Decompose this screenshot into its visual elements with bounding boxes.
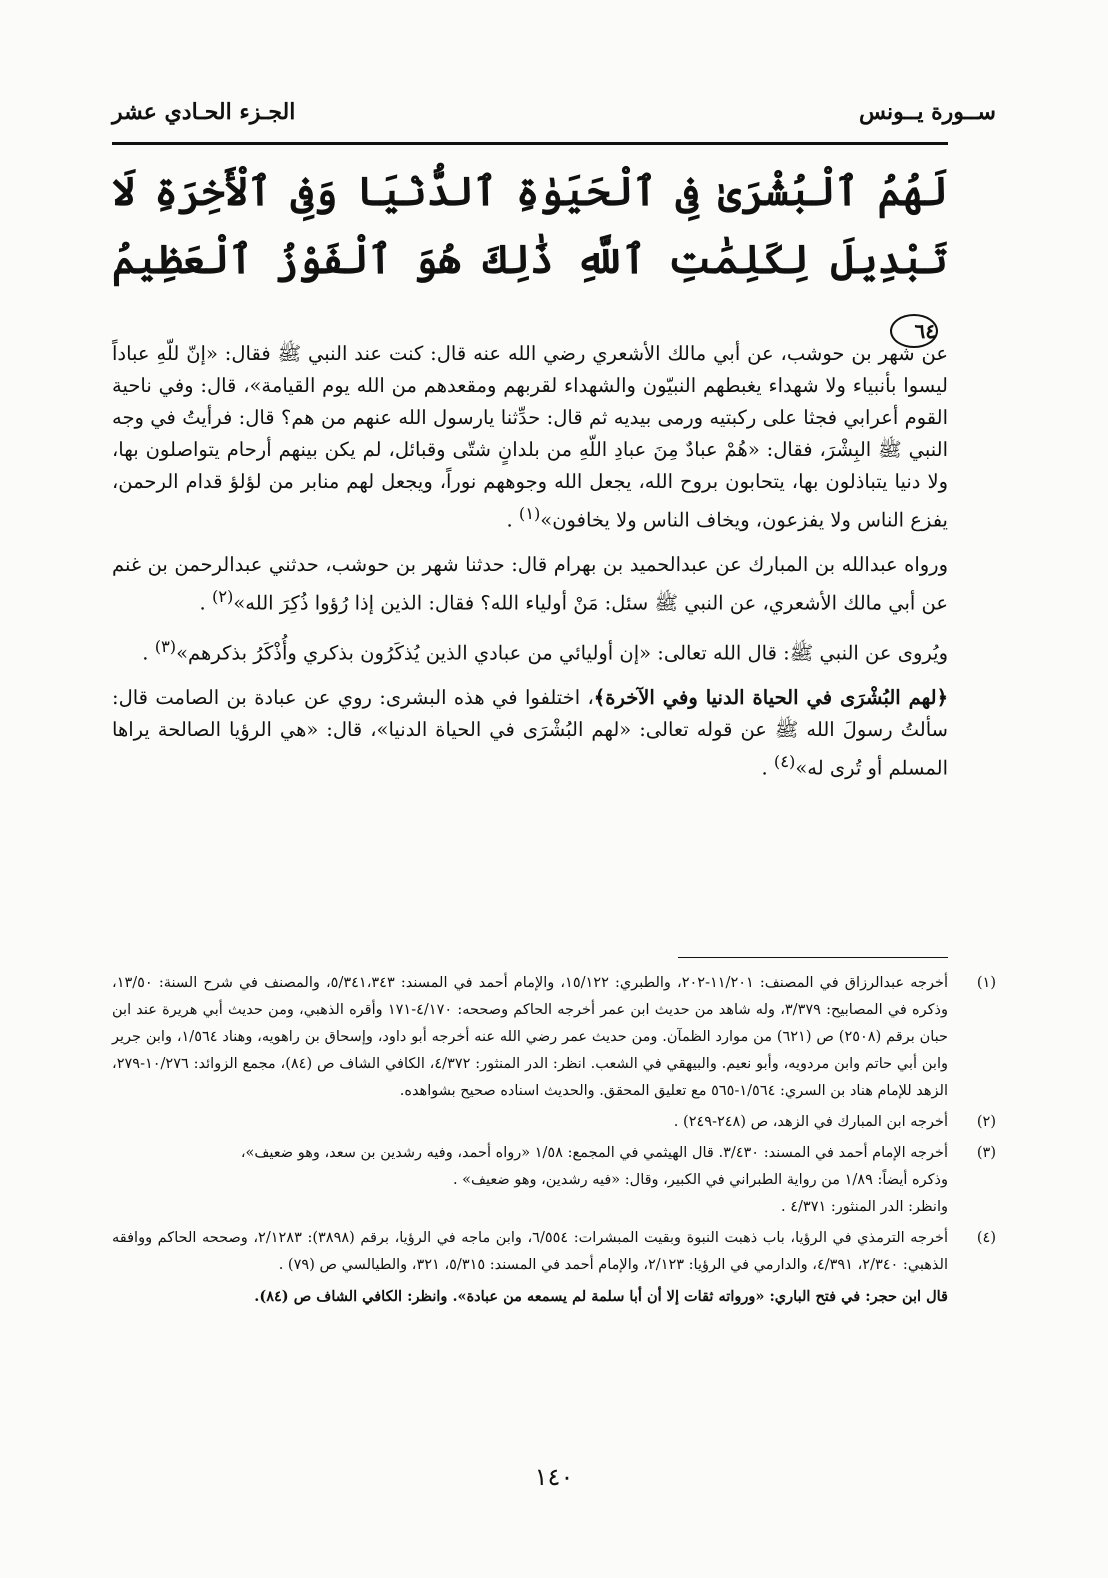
quran-verse	[112, 158, 948, 362]
paragraph-3-text: ويُروى عن النبي ﷺ: قال الله تعالى: «إن أوليائي من عبادي الذين يُذكَرُون بذكري وأُذْكَرُ بذكرهم»	[176, 641, 948, 665]
footnote-line: أخرجه ابن المبارك في الزهد، ص (٢٤٨-٢٤٩) .	[673, 1114, 948, 1130]
paragraph-3: ويُروى عن النبي ﷺ: قال الله تعالى: «إن أوليائي من عبادي الذين يُذكَرُون بذكري وأُذْكَرُ بذكرهم»$^{(٣)}$ .	[142, 637, 948, 665]
footnote-1	[112, 970, 996, 1105]
footnote-number: (١)	[976, 975, 996, 991]
footnote-ref-2: (٢)	[211, 586, 234, 606]
verse-text: لَهُمُ ٱلْبُشْرَىٰ فِى ٱلْحَيَوٰةِ ٱلدُّنْيَا وَفِى ٱلْأَخِرَةِ لَا تَبْدِيلَ لِكَلِمَٰتِ ٱللَّهِ ذَٰلِكَ هُوَ ٱلْفَوْزُ ٱلْعَظِيمُ	[112, 168, 948, 283]
footnote-note: قال ابن حجر: في فتح الباري: «ورواته ثقات إلا أن أبا سلمة لم يسمعه من عبادة». وانظر: الكافي الشاف ص (٨٤).	[254, 1288, 948, 1305]
footnote-line: أخرجه الإمام أحمد في المسند: ٣/٤٣٠. قال الهيثمي في المجمع: ١/٥٨ «رواه أحمد، وفيه رشدين بن سعد، وهو ضعيف»،	[240, 1145, 948, 1161]
verse-quote: ﴿لهم البُشْرَى في الحياة الدنيا وفي الآخرة﴾	[593, 685, 948, 709]
surah-title: ســورة يــونس	[858, 99, 996, 125]
commentary-body	[112, 338, 948, 796]
footnote-line: وانظر: الدر المنثور: ٤/٣٧١ .	[781, 1199, 948, 1215]
footnote-line: وذكره أيضاً: ١/٨٩ من رواية الطبراني في الكبير، وقال: «فيه رشدين، وهو ضعيف» .	[452, 1172, 948, 1188]
running-header	[112, 97, 996, 127]
paragraph-2-text: ورواه عبدالله بن المبارك عن عبدالحميد بن بهرام قال: حدثنا شهر بن حوشب، حدثني عبدالرحمن بن غنم عن أبي مالك الأشعري، عن النبي ﷺ سئل: مَنْ أولياء الله؟ فقال: الذين إذا رُؤوا ذُكِرَ الله»	[112, 552, 948, 614]
paragraph-4: ﴿لهم البُشْرَى في الحياة الدنيا وفي الآخرة﴾، اختلفوا في هذه البشرى: روي عن عبادة بن الصامت قال: سألتُ رسولَ الله ﷺ عن قوله تعالى: «لهم البُشْرَى في الحياة الدنيا»، قال: «هي الرؤيا الصالحة يراها المسلم أو تُرى له»$^{(٤)}$ .	[112, 685, 948, 779]
part-title: الجـزء الحـادي عشر	[112, 99, 296, 125]
footnote-divider	[678, 957, 948, 958]
footnote-3	[112, 1140, 996, 1221]
footnote-ref-1: (١)	[518, 504, 541, 523]
footnote-number: (٤)	[976, 1230, 996, 1246]
paragraph-2: ورواه عبدالله بن المبارك عن عبدالحميد بن بهرام قال: حدثنا شهر بن حوشب، حدثني عبدالرحمن بن غنم عن أبي مالك الأشعري، عن النبي ﷺ سئل: مَنْ أولياء الله؟ فقال: الذين إذا رُؤوا ذُكِرَ الله»$^{(٢)}$ .	[112, 552, 948, 614]
header-divider	[112, 142, 948, 145]
footnote-2	[112, 1109, 996, 1136]
verse-number-badge: ٦٤	[890, 314, 938, 348]
footnote-4	[112, 1225, 996, 1279]
paragraph-1: عن شهر بن حوشب، عن أبي مالك الأشعري رضي الله عنه قال: كنت عند النبي ﷺ فقال: «إنّ للّهِ عباداً ليسوا بأنبياء ولا شهداء يغبطهم النبيّون والشهداء لقربهم ومقعدهم من الله يوم القيامة»، قال: وفي ناحية القوم أعرابي فجثا على ركبتيه ورمى بيديه ثم قال: حدِّثنا يارسول الله عنهم من هم؟ قال: فرأيتُ في وجه النبي ﷺ البِشْرَ، فقال: «هُمْ عبادٌ مِنَ عبادِ اللّهِ من بلدانٍ شتّى وقبائل، لم يكن بينهم أرحام يتواصلون بها، ولا دنيا يتباذلون بها، يتحابون بروح الله، يجعل الله وجوههم نوراً، ويجعل لهم منابر من لؤلؤ قدام الرحمن، يفزع الناس ولا يفزعون، ويخاف الناس ولا يخافون»$^{(١)}$ .	[112, 342, 948, 532]
paragraph-1-text: عن شهر بن حوشب، عن أبي مالك الأشعري رضي الله عنه قال: كنت عند النبي ﷺ فقال: «إنّ للّهِ عباداً ليسوا بأنبياء ولا شهداء يغبطهم النبيّون والشهداء لقربهم ومقعدهم من الله يوم القيامة»، قال: وفي ناحية القوم أعرابي فجثا على ركبتيه ورمى بيديه ثم قال: حدِّثنا يارسول الله عنهم من هم؟ قال: فرأيتُ في وجه النبي ﷺ البِشْرَ، فقال: «هُمْ عبادٌ مِنَ عبادِ اللّهِ من بلدانٍ شتّى وقبائل، لم يكن بينهم أرحام يتواصلون بها، ولا دنيا يتباذلون بها، يتحابون بروح الله، يجعل الله وجوههم نوراً، ويجعل لهم منابر من لؤلؤ قدام الرحمن، يفزع الناس ولا يفزعون، ويخاف الناس ولا يخافون»	[112, 342, 948, 532]
footnote-number: (٢)	[976, 1114, 996, 1130]
paragraph-4-text: ، اختلفوا في هذه البشرى: روي عن عبادة بن الصامت قال: سألتُ رسولَ الله ﷺ عن قوله تعالى: «لهم البُشْرَى في الحياة الدنيا»، قال: «هي الرؤيا الصالحة يراها المسلم أو تُرى له»	[112, 685, 948, 779]
footnote-line: أخرجه الترمذي في الرؤيا، باب ذهبت النبوة وبقيت المبشرات: ٦/٥٥٤، وابن ماجه في الرؤيا، برقم (٣٨٩٨): ٢/١٢٨٣، وصححه الحاكم ووافقه الذهبي: ٢/٣٤٠، ٤/٣٩١، والدارمي في الرؤيا: ٢/١٢٣، والإمام أحمد في المسند: ٥/٣١٥، ٣٢١، والطيالسي ص (٧٩) .	[112, 1230, 948, 1273]
footnote-line: أخرجه عبدالرزاق في المصنف: ١١/٢٠١-٢٠٢، والطبري: ١٥/١٢٢، والإمام أحمد في المسند: ٥/٣٤١،٣٤٣، والمصنف في شرح السنة: ١٣/٥٠، وذكره في المصابيح: ٣/٣٧٩، وله شاهد من حديث ابن عمر أخرجه الحاكم وصححه: ٤/١٧٠-١٧١ وأقره الذهبي، ومن حديث أبي هريرة عند ابن حبان برقم (٢٥٠٨) ص (٦٢١) من موارد الظمآن. ومن حديث عمر رضي الله عنه أخرجه أبو داود، وإسحاق بن راهويه، وهناد ١/٥٦٤، وابن جرير وابن أبي حاتم وابن مردويه، وأبو نعيم. والبيهقي في الشعب. انظر: الدر المنثور: ٤/٣٧٢، الكافي الشاف ص (٨٤)، مجمع الزوائد: ١٠/٢٧٦-٢٧٩، الزهد للإمام هناد بن السري: ١/٥٦٤-٥٦٥ مع تعليق المحقق. والحديث اسناده صحيح بشواهده.	[112, 975, 948, 1099]
footnote-ref-3: (٣)	[154, 637, 177, 656]
footnote-number: (٣)	[976, 1145, 996, 1161]
footnotes	[112, 970, 996, 1310]
page-number: ١٤٠	[534, 1463, 574, 1491]
footnote-ref-4: (٤)	[773, 751, 796, 771]
